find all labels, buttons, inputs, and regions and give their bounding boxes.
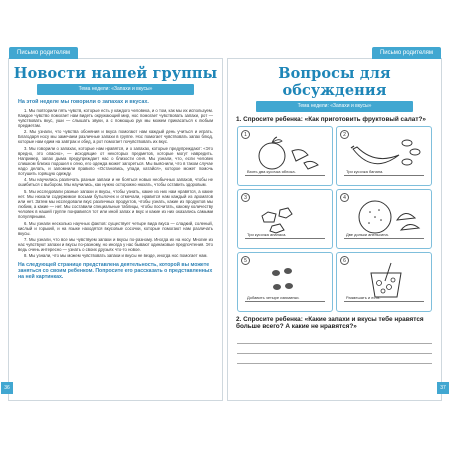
step-number-badge: 1 xyxy=(241,130,250,139)
step-cell-5 xyxy=(237,252,333,312)
left-page-tab: Письмо родителям xyxy=(9,47,78,59)
left-lead: На этой неделе мы говорили о запахах и вкусах. xyxy=(18,99,149,105)
answer-lines xyxy=(237,334,432,364)
step-cell-6 xyxy=(336,252,432,312)
step-caption: Добавить четыре изюминки. xyxy=(247,294,300,300)
paragraph-8: 8. Мы узнали, что мы можем чувствовать запахи и вкусы не везде, иногда нос помогает нам. xyxy=(24,253,208,259)
right-theme-bar: Тема недели: «Запахи и вкусы» xyxy=(256,101,413,112)
right-page-number: 37 xyxy=(437,382,449,394)
paragraph-7: 7. Мы узнали, что все мы чувствуем запахи и вкусы по-разному. Иногда их на носу. Многие из нас чувствуют запахи и вкусы по-разному, но иногда у нас бывают одинаковые предпочтения. Это ведь очень интересно — узнать о своих друзьях что-то новое. xyxy=(18,236,213,253)
step-number-badge: 3 xyxy=(241,193,250,202)
fruit-salad-bowl-icon xyxy=(345,261,427,299)
underline xyxy=(245,238,325,239)
paragraph-4: 4. Мы научились различать разные запахи и не бояться новых необычных запахов, чтобы не ошибиться с выбором. Мы научились, как нужно осторожно нюхать, чтобы оставить здоровым. xyxy=(18,177,213,188)
pineapple-icon xyxy=(246,198,328,236)
right-page xyxy=(227,50,446,401)
underline xyxy=(245,175,325,176)
banana-icon xyxy=(345,135,427,173)
step-cell-2 xyxy=(336,126,432,186)
question-2: 2. Спросите ребенка: «Какие запахи и вкусы тебе нравятся больше всего? А какие не нравятся?» xyxy=(236,315,424,331)
recipe-steps-grid xyxy=(237,126,432,312)
paragraph-3: 3. Мы говорили о запахах, которые нам нравятся, и о запахах, которые предупреждают: «Это вредно, это опасно», — исходящие от некоторых предметов, которые могут навредить. Например, запах дыма предупреждает нас о близости огня. Мы узнали, что, если человек слишком близко подошел к огню, его одежда может загореться. Мы выяснили, что в таком случае надо делать, и запомнили правило «Остановись, упади, катайся», которое может помочь потушить горящую одежду. xyxy=(18,145,213,177)
answer-line xyxy=(237,334,432,344)
left-page-title: Новости нашей группы xyxy=(13,65,218,82)
left-page xyxy=(4,50,223,401)
question-1: 1. Спросите ребенка: «Как приготовить фруктовый салат?» xyxy=(236,116,426,123)
left-tail-note: На следующей странице представлена деятельность, которой вы можете заняться со своим ребенком. Попросите его рассказать о представленных на ней картинках. xyxy=(18,261,213,280)
underline xyxy=(245,301,325,302)
step-cell-4 xyxy=(336,189,432,249)
step-caption: Взять два кусочка яблока. xyxy=(247,168,296,174)
answer-line xyxy=(237,344,432,354)
step-caption: Размешать и есть. xyxy=(346,294,381,300)
paragraph-2: 2. Мы узнали, что чувства обоняния и вкуса помогают нам каждый день учиться и играть. Благодаря носу мы замечаем различные запахи в группе. Нос помогает чувствовать запах блюд, которые нам едим на завтрак и обед, а рот помогает почувствовать их вкус. xyxy=(18,129,213,145)
right-page-title: Вопросы для обсуждения xyxy=(278,65,391,99)
step-number-badge: 5 xyxy=(241,256,250,265)
left-page-number: 36 xyxy=(1,382,13,394)
raisins-icon xyxy=(246,261,328,299)
step-number-badge: 4 xyxy=(340,193,349,202)
paragraph-5: 5. Мы исследовали разные запахи и вкусы, чтобы узнать, какие из них нам нравятся, а какие нет. Мы нюхали содержимое восьми бутылочек и отмечали, нравится нам каждый из ароматов или нет. Затем мы исследовали вкус различных продуктов, чтобы узнать, какие из продуктов мы любим, а какие — нет. Мы составили специальные таблицы, чтобы посчитать, какому количеству человек в нашей группе понравился тот или иной запах и вкус и какие из них оказались самыми популярными. xyxy=(18,188,213,220)
orange-icon xyxy=(345,198,427,236)
paragraph-1: 1. Мы повторили пять чувств, которые есть у каждого человека, и о том, как мы их используем. Каждое чувство помогает нам видеть окружающий мир, нос помогает чувствовать запахи, рот — чувствовать вкус, уши — слышать звуки, а с помощью рук мы можем прикасаться к любым предметам. xyxy=(18,107,213,128)
right-page-tab: Письмо родителям xyxy=(372,47,441,59)
apple-icon xyxy=(246,135,328,173)
underline xyxy=(344,301,424,302)
answer-line xyxy=(237,354,432,364)
step-number-badge: 2 xyxy=(340,130,349,139)
step-number-badge: 6 xyxy=(340,256,349,265)
step-cell-1 xyxy=(237,126,333,186)
underline xyxy=(344,238,424,239)
step-caption: Три кусочка банана. xyxy=(346,168,384,174)
step-caption: Две дольки апельсина. xyxy=(346,231,389,237)
step-caption: Три кусочка ананаса. xyxy=(247,231,287,237)
paragraph-6: 6. Мы узнали несколько научных фактов: существует четыре вида вкуса — сладкий, соленый, кислый и горький, и на языке находятся вкусовые сосочки, которые помогают нам различать вкусы. xyxy=(18,220,213,236)
underline xyxy=(344,175,424,176)
step-cell-3 xyxy=(237,189,333,249)
left-theme-bar: Тема недели: «Запахи и вкусы» xyxy=(37,84,194,95)
